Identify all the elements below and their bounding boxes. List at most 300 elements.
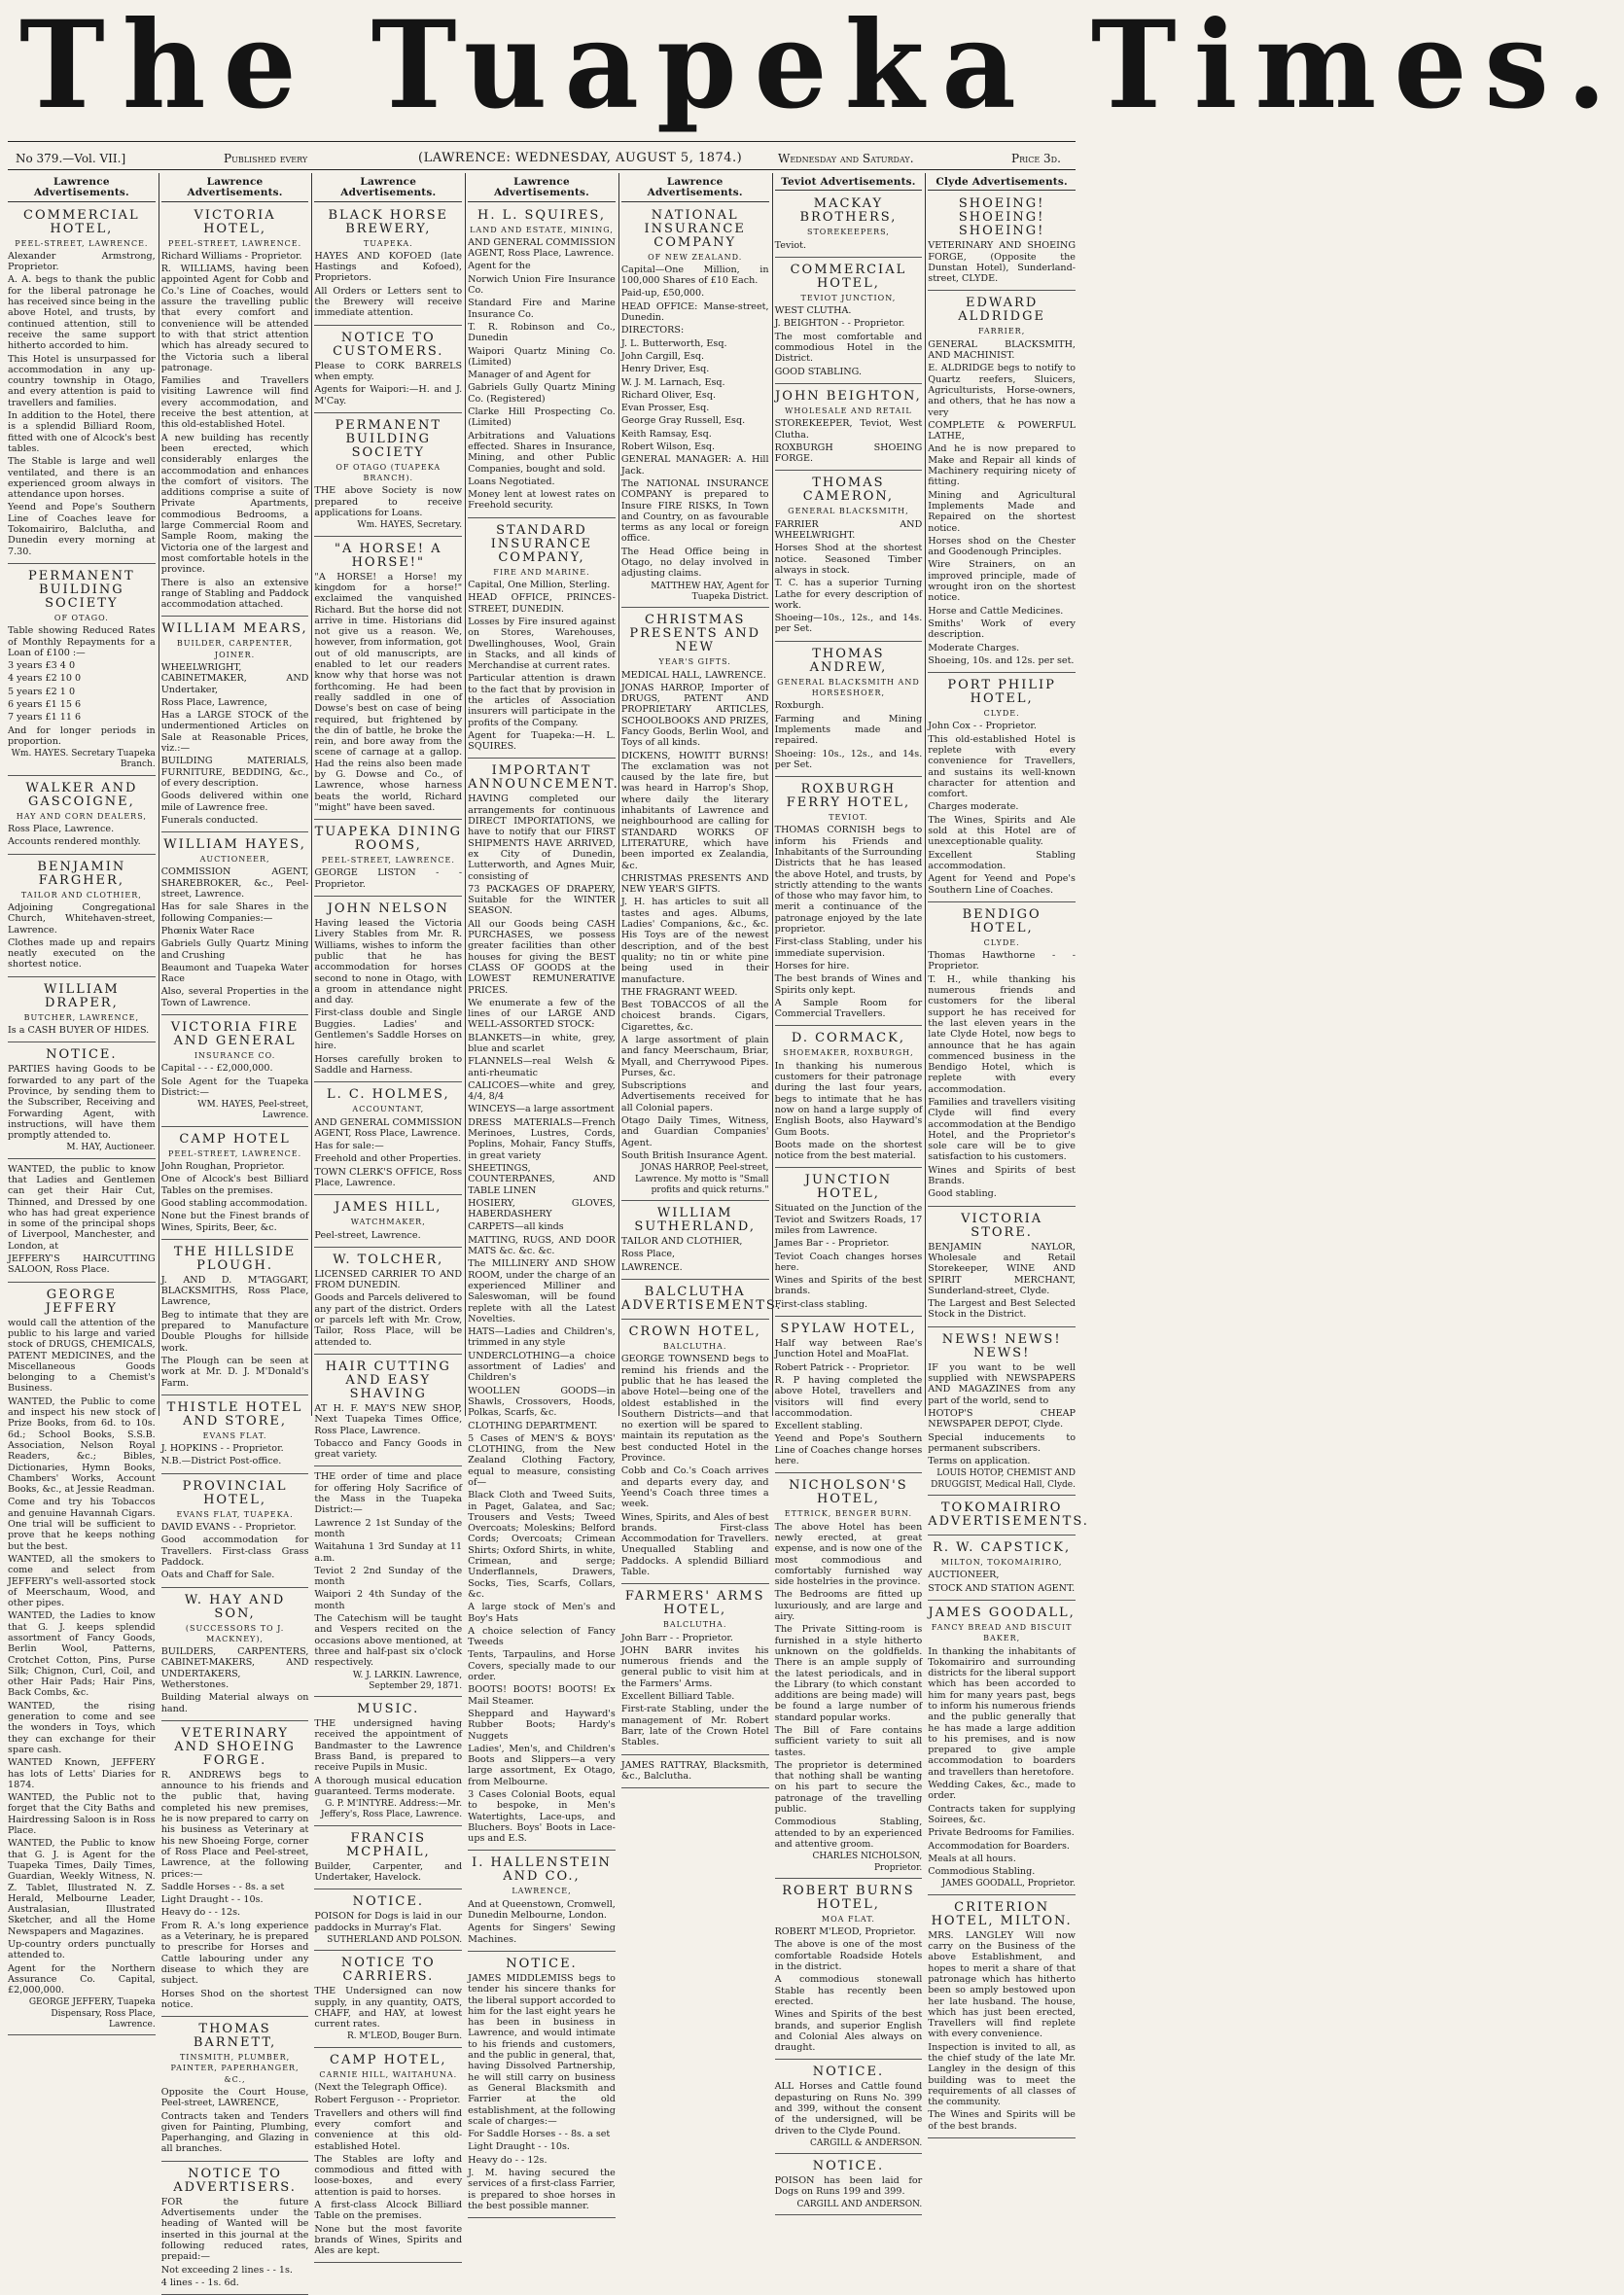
advertisement bbox=[775, 1882, 923, 2061]
ad-text: Shoeing—10s., 12s., and 14s. per Set. bbox=[774, 613, 923, 635]
ad-text: 6 years £1 15 6 bbox=[8, 698, 82, 710]
ad-signature: JONAS HARROP, Peel-street, Lawrence. My motto is "Small profits and quick returns." bbox=[635, 1163, 769, 1195]
ad-text: Goods and Parcels delivered to any part of the district. Orders or parcels left with Mr. Crow, Tailor, Ross Place, will be attended to. bbox=[314, 1292, 463, 1348]
ad-text: Families and travellers visiting Clyde will find every accommodation at the Bendigo Hotel, and the Proprietor's sole care will be to give satisfaction to his customers. bbox=[928, 1097, 1076, 1163]
ad-text: 4 lines - - 1s. 6d. bbox=[160, 2277, 239, 2288]
published-label: Published every bbox=[224, 152, 308, 165]
advertisement bbox=[621, 1758, 769, 1789]
ad-text: Oats and Chaff for Sale. bbox=[160, 1570, 275, 1581]
column-6 bbox=[774, 176, 923, 2209]
ad-text: Excellent Stabling accommodation. bbox=[928, 849, 1076, 871]
ad-signature: CARGILL & ANDERSON. bbox=[810, 2137, 923, 2148]
ad-text: Ross Place, bbox=[620, 1249, 676, 1260]
advertisement bbox=[314, 329, 462, 413]
ad-title: COMMERCIAL HOTEL, bbox=[790, 262, 907, 291]
ad-text: Terms on application. bbox=[928, 1456, 1031, 1467]
ad-text: None but the Finest brands of Wines, Spirits, Beer, &c. bbox=[160, 1211, 309, 1233]
ad-text: Best TOBACCOS of all the choicest brands. Cigars, Cigarettes, &c. bbox=[620, 1000, 769, 1033]
column-heading: Lawrence Advertisements. bbox=[8, 177, 156, 202]
advertisement bbox=[775, 1476, 923, 1879]
ad-text: The above Hotel has been newly erected, at great expense, and is now one of the most commodious and comfortably furnished way side hostelries in the province. bbox=[774, 1521, 923, 1588]
ad-title: VICTORIA FIRE AND GENERAL bbox=[170, 1020, 300, 1048]
column-2 bbox=[160, 176, 309, 2288]
ad-text: A commodious stonewall Stable has recently been erected. bbox=[774, 1974, 923, 2007]
ad-text: WANTED, the Public to come and inspect his new stock of Prize Books, from 6d. to 10s. 6d.; School Books, S.S.B. Association, Nelson Royal Readers, &c.; Bibles, Dictionaries, Hymn Books, Chambers' Works, Account Books, &c., at Jessie Readman. bbox=[8, 1395, 156, 1496]
ad-text: Henry Driver, Esq. bbox=[620, 364, 710, 375]
column-7 bbox=[928, 176, 1089, 2132]
ad-signature: Wm. HAYES. Secretary Tuapeka Branch. bbox=[11, 749, 156, 770]
ad-signature: Wm. HAYES, Secretary. bbox=[357, 520, 463, 531]
ad-title: ROXBURGH FERRY HOTEL, bbox=[786, 782, 911, 811]
advertisement bbox=[620, 1283, 783, 1320]
ad-subtitle: LAND AND ESTATE, MINING, bbox=[470, 225, 614, 234]
ad-text: Accommodation for Boarders. bbox=[928, 1840, 1070, 1852]
ad-title: D. CORMACK, bbox=[791, 1031, 905, 1046]
ad-text: POISON has been laid for Dogs on Runs 199 and 399. bbox=[774, 2175, 923, 2198]
masthead-title: The Tuapeka Times. bbox=[19, 0, 1624, 136]
advertisement bbox=[161, 1591, 309, 1721]
ad-text: Lawrence 2 1st Sunday of the month bbox=[314, 1517, 463, 1539]
ad-text: Table showing Reduced Rates of Monthly Repayments for a Loan of £100 :— bbox=[8, 625, 156, 658]
ad-text: Horse and Cattle Medicines. bbox=[928, 605, 1064, 617]
ad-title: BENJAMIN FARGHER, bbox=[37, 859, 126, 888]
ad-text: Wines and Spirits of the best brands. bbox=[774, 1275, 923, 1297]
ad-text: T. C. has a superior Turning Lathe for every description of work. bbox=[774, 578, 923, 611]
column-divider bbox=[772, 173, 773, 1416]
column-4 bbox=[468, 176, 619, 2211]
ad-title: VICTORIA STORE. bbox=[961, 1211, 1043, 1240]
ad-text: JONAS HARROP, Importer of DRUGS, PATENT AND PROPRIETARY ARTICLES, SCHOOLBOOKS AND PRIZES, Fancy Goods, Berlin Wool, and Toys of all kinds. bbox=[620, 682, 769, 749]
ad-subtitle: TUAPEKA. bbox=[363, 238, 413, 248]
ad-text: J. M. having secured the services of a first-class Farrier, is prepared to shoe horses in the best possible manner. bbox=[468, 2168, 616, 2211]
ad-text: And at Queenstown, Cromwell, Dunedin Melbourne, London. bbox=[468, 1898, 616, 1922]
advertisement bbox=[775, 1171, 923, 1317]
ad-subtitle: FARRIER, bbox=[978, 327, 1026, 336]
column-divider bbox=[618, 173, 619, 1416]
ad-text: MATTING, RUGS, AND DOOR MATS &c. &c. &c. bbox=[468, 1234, 616, 1257]
ad-subtitle: CLYDE. bbox=[983, 937, 1020, 947]
ad-title: WILLIAM HAYES, bbox=[163, 837, 306, 853]
ad-text: Waitahuna 1 3rd Sunday at 11 a.m. bbox=[314, 1541, 463, 1564]
ad-title: L. C. HOLMES, bbox=[326, 1087, 450, 1103]
ad-text: South British Insurance Agent. bbox=[620, 1149, 768, 1161]
ad-text: Wedding Cakes, &c., made to order. bbox=[928, 1780, 1076, 1802]
advertisement bbox=[775, 2157, 923, 2215]
advertisement bbox=[928, 676, 1076, 902]
ad-text: Robert Patrick - - Proprietor. bbox=[774, 1361, 910, 1373]
ad-text: DICKENS, HOWITT BURNS! The exclamation was not caused by the late fire, but was heard in Harrop's Shop, where daily the literary inhabitants of Lawrence and neighbourhood are calling for STANDARD WORKS OF LITERATURE, which have been imported ex Zealandia, &c. bbox=[620, 750, 769, 871]
advertisement bbox=[161, 1477, 309, 1588]
ad-text: Gabriels Gully Quartz Mining and Crushing bbox=[160, 938, 309, 961]
ad-text: PARTIES having Goods to be forwarded to any part of the Province, by sending them to the Subscriber, Receiving and Forwarding Agent, with instructions, will have them promptly attended to. bbox=[8, 1064, 156, 1142]
ad-text: Shoeing, 10s. and 12s. per set. bbox=[928, 654, 1075, 666]
ad-text: LAWRENCE. bbox=[620, 1261, 683, 1273]
ad-text: GOOD STABLING. bbox=[774, 366, 863, 377]
ad-text: TOWN CLERK'S OFFICE, Ross Place, Lawrence. bbox=[314, 1166, 463, 1188]
ad-text: 7 years £1 11 6 bbox=[8, 712, 82, 724]
ad-text: The Head Office being in Otago, no delay involved in adjusting claims. bbox=[620, 546, 769, 580]
ad-subtitle: BUTCHER, LAWRENCE, bbox=[23, 1012, 140, 1022]
ad-text: R. ANDREWS begs to announce to his friends and the public that, having completed his new premises, he is now prepared to carry on his business as Veterinary at his new Shoeing Forge, corner of Ross Place and Peel-street, Lawrence, at the following prices:— bbox=[160, 1769, 309, 1880]
advertisement bbox=[8, 206, 156, 564]
advertisement bbox=[314, 823, 462, 897]
ad-subtitle: EVANS FLAT. bbox=[202, 1430, 267, 1440]
ad-subtitle: TEVIOT. bbox=[829, 813, 868, 823]
ad-text: The most comfortable and commodious Hotel in the District. bbox=[774, 331, 923, 365]
advertisement bbox=[928, 1538, 1076, 1601]
ad-text: 5 Cases of MEN'S & BOYS' CLOTHING, from the New Zealand Clothing Factory, equal to measure, consisting of— bbox=[468, 1432, 616, 1488]
ad-title: BLACK HORSE BREWERY, bbox=[328, 207, 449, 236]
ad-signature: M. HAY, Auctioneer. bbox=[66, 1143, 156, 1153]
ad-text: WANTED, the Public not to forget that the City Baths and Hairdressing Saloon is in Ross Place. bbox=[8, 1792, 156, 1837]
advertisement bbox=[8, 1286, 156, 2036]
advertisement bbox=[468, 761, 619, 1851]
advertisement bbox=[8, 779, 156, 855]
ad-text: Private Bedrooms for Families. bbox=[928, 1827, 1075, 1839]
ad-text: And he is now prepared to Make and Repair all kinds of Machinery requiring nicety of fitting. bbox=[928, 443, 1076, 488]
ad-text: This Hotel is unsurpassed for accommodation in any up-country township in Otago, and every attention is paid to travellers and families. bbox=[8, 353, 156, 408]
ad-text: John Cox - - Proprietor. bbox=[928, 721, 1037, 732]
advertisement bbox=[775, 474, 923, 641]
ad-text: AND GENERAL COMMISSION AGENT, Ross Place, Lawrence. bbox=[314, 1116, 463, 1139]
ad-text: The NATIONAL INSURANCE COMPANY is prepared to Insure FIRE RISKS, In Town and Country, on as favourable terms as any local or foreign office. bbox=[620, 477, 769, 545]
advertisement bbox=[775, 1320, 923, 1473]
advertisement bbox=[468, 1955, 616, 2218]
ad-text: The Catechism will be taught and Vespers recited on the occasions above mentioned, at three and half-past six o'clock respectively. bbox=[314, 1613, 463, 1669]
ad-text: Keith Ramsay, Esq. bbox=[620, 428, 712, 440]
ad-title: TUAPEKA DINING ROOMS, bbox=[314, 825, 462, 854]
ad-title: IMPORTANT ANNOUNCEMENT. bbox=[468, 763, 619, 793]
ad-text: Heavy do - - 12s. bbox=[468, 2154, 547, 2166]
ad-text: The MILLINERY AND SHOW ROOM, under the charge of an experienced Milliner and Saleswoman, will be found replete with all the Latest Novelties. bbox=[468, 1258, 616, 1324]
ad-text: A large assortment of plain and fancy Meerschaum, Briar, Myall, and Cherrywood Pipes. Purses, &c. bbox=[620, 1035, 769, 1078]
ad-text: Has for sale Shares in the following Companies:— bbox=[160, 901, 309, 924]
ad-text: Richard Williams - Proprietor. bbox=[160, 250, 302, 262]
ad-text: HEAD OFFICE: Manse-street, Dunedin. bbox=[620, 300, 769, 324]
ad-text: Norwich Union Fire Insurance Co. bbox=[468, 273, 616, 297]
advertisement bbox=[621, 1204, 769, 1280]
ad-text: GEORGE LISTON - - Proprietor. bbox=[314, 867, 463, 890]
advertisement bbox=[468, 1854, 616, 1951]
ad-text: POISON for Dogs is laid in our paddocks in Murray's Flat. bbox=[314, 1911, 463, 1933]
ad-subtitle: INSURANCE CO. bbox=[194, 1051, 276, 1060]
advertisement bbox=[314, 1954, 462, 2047]
ad-title: SHOEING! SHOEING! SHOEING! bbox=[958, 196, 1045, 239]
ad-text: Waipori Quartz Mining Co. (Limited) bbox=[468, 345, 616, 368]
ad-text: "A HORSE! a Horse! my kingdom for a horse!" exclaimed the vanquished Richard. But the horse did not arrive in time. Historians did not give us a reason. We, however, from information, got out of old manuscripts, are enabled to let our readers know why that horse was not forthcoming. He had been really saddled in one of Dowse's best on case of being required, but frightened by the din of battle, he broke the rein, and bore away from the scene of carnage at a gallop. Had the reins also been made by G. Dowse and Co., of Lawrence, whose harness beats the world, Richard "might" have been saved. bbox=[314, 571, 463, 813]
ad-text: Cobb and Co.'s Coach arrives and departs every day, and Yeend's Coach three times a week. bbox=[620, 1465, 769, 1510]
ad-title: CRITERION HOTEL, MILTON. bbox=[931, 1899, 1073, 1928]
column-heading: Clyde Advertisements. bbox=[928, 177, 1076, 191]
ad-text: Saddle Horses - - 8s. a set bbox=[160, 1881, 285, 1892]
advertisement bbox=[775, 387, 923, 471]
ad-subtitle: WHOLESALE AND RETAIL bbox=[785, 406, 912, 415]
advertisement bbox=[314, 1700, 462, 1826]
ad-text: Teviot 2 2nd Sunday of the month bbox=[314, 1565, 463, 1588]
ad-text: THE order of time and place for offering Holy Sacrifice of the Mass in the Tuapeka District:— bbox=[314, 1471, 463, 1516]
ad-text: Peel-street, Lawrence. bbox=[314, 1229, 421, 1241]
ad-text: WANTED, the public to know that Ladies and Gentlemen can get their Hair Cut, Thinned, and Dressed by one who has had great experience in some of the principal shops of Liverpool, Manchester, and London, at bbox=[8, 1163, 156, 1252]
advertisement bbox=[775, 2063, 923, 2154]
ad-subtitle: EVANS FLAT, TUAPEKA. bbox=[176, 1509, 294, 1519]
ad-text: J. BEIGHTON - - Proprietor. bbox=[774, 318, 905, 330]
ad-text: T. H., while thanking his numerous friends and customers for the liberal support he has received for the last eleven years in the late Clyde Hotel, now begs to announce that he has again commenced business in the Bendigo Hotel, which is replete with every accommodation. bbox=[928, 973, 1076, 1095]
ad-text: Roxburgh. bbox=[774, 700, 825, 712]
advertisement bbox=[161, 619, 309, 832]
ad-subtitle: ACCOUNTANT, bbox=[352, 1105, 425, 1114]
ad-text: Good accommodation for Travellers. First-class Grass Paddock. bbox=[160, 1535, 309, 1568]
advertisement bbox=[161, 2020, 309, 2162]
ad-signature: SUTHERLAND AND POLSON. bbox=[327, 1934, 463, 1945]
ad-title: THOMAS CAMERON, bbox=[802, 476, 895, 505]
ad-text: A new building has recently been erected, which considerably enlarges the accommodation and enhances the comfort of visitors. The additions comprise a suite of Private Apartments, commodious Bedrooms, a large Commercial Room and Sample Room, making the Victoria one of the largest and most comfortable hotels in the province. bbox=[160, 432, 309, 576]
ad-text: Contracts taken for supplying Soirees, &c. bbox=[928, 1803, 1076, 1825]
ad-text: Agent for Tuapeka:—H. L. SQUIRES. bbox=[468, 729, 616, 753]
ad-title: CAMP HOTEL bbox=[179, 1131, 291, 1147]
ad-title: TOKOMAIRIRO ADVERTISEMENTS. bbox=[928, 1501, 1089, 1530]
advertisement bbox=[775, 194, 923, 258]
ad-text: All our Goods being CASH PURCHASES, we possess greater facilities than other houses for giving the BEST CLASS OF GOODS at the LOWEST REMUNERATIVE PRICES. bbox=[468, 918, 616, 996]
place-date: (LAWRENCE: WEDNESDAY, AUGUST 5, 1874.) bbox=[418, 151, 743, 165]
ad-subtitle: HAY AND CORN DEALERS, bbox=[16, 811, 147, 821]
ad-title: FARMERS' ARMS HOTEL, bbox=[624, 1589, 765, 1618]
ad-text: Arbitrations and Valuations effected. Shares in Insurance, Mining, and other Public Companies, bought and sold. bbox=[468, 430, 616, 475]
ad-text: AND GENERAL COMMISSION AGENT, Ross Place, Lawrence. bbox=[468, 236, 616, 260]
ad-subtitle: OF NEW ZEALAND. bbox=[648, 252, 743, 262]
ad-text: HATS—Ladies and Children's, trimmed in any style bbox=[468, 1326, 616, 1349]
ad-text: WOOLLEN GOODS—in Shawls, Crossovers, Hoods, Polkas, Scarfs, &c. bbox=[468, 1385, 616, 1419]
column-divider bbox=[925, 173, 926, 1416]
ad-text: Commodious Stabling, attended to by an experienced and attentive groom. bbox=[774, 1817, 923, 1850]
price: Price 3d. bbox=[1011, 152, 1061, 165]
column-1 bbox=[8, 176, 156, 2030]
ad-text: WEST CLUTHA. bbox=[774, 305, 852, 317]
advertisement bbox=[314, 206, 462, 326]
ad-subtitle: ETTRICK, BENGER BURN. bbox=[784, 1509, 913, 1519]
ad-text: John Cargill, Esq. bbox=[620, 350, 705, 362]
ad-text: N.B.—District Post-office. bbox=[160, 1456, 282, 1467]
ad-text: Situated on the Junction of the Teviot and Switzers Roads, 17 miles from Lawrence. bbox=[774, 1203, 923, 1236]
ad-text: 4 years £2 10 0 bbox=[8, 673, 82, 685]
ad-text: Capital—One Million, in 100,000 Shares of £10 Each. bbox=[620, 264, 769, 287]
ad-title: JOHN NELSON bbox=[327, 901, 449, 917]
ad-title: PROVINCIAL HOTEL, bbox=[182, 1478, 288, 1507]
ad-text: CARPETS—all kinds bbox=[468, 1221, 564, 1233]
ad-title: W. TOLCHER, bbox=[333, 1252, 444, 1267]
ad-text: The Bill of Fare contains sufficient variety to suit all tastes. bbox=[774, 1724, 923, 1758]
ad-subtitle: TEVIOT JUNCTION, bbox=[800, 293, 897, 302]
ad-title: MACKAY BROTHERS, bbox=[799, 196, 898, 226]
advertisement bbox=[161, 206, 309, 618]
ad-text: In thanking his numerous customers for their patronage during the last four years, begs to intimate that he has now on hand a large supply of English Boots, also Hayward's Gum Boots. bbox=[774, 1060, 923, 1138]
ad-title: NOTICE. bbox=[812, 2159, 885, 2174]
ad-text: JAMES MIDDLEMISS begs to tender his sincere thanks for the liberal support accorded to him for the last eight years he has been in business in Lawrence, and would intimate to his friends and customers, and the public in general, that, having Dissolved Partnership, he will still carry on business as General Blacksmith and Farrier at the old establishment, at the following scale of charges:— bbox=[468, 1972, 616, 2127]
ad-title: CROWN HOTEL, bbox=[628, 1324, 761, 1340]
ad-text: The proprietor is determined that nothing shall be wanting on his part to secure the patronage of the travelling public. bbox=[774, 1759, 923, 1816]
ad-text: Ross Place, Lawrence, bbox=[160, 696, 267, 708]
ad-text: HOTOP'S CHEAP NEWSPAPER DEPOT, Clyde. bbox=[928, 1407, 1076, 1430]
advertisement bbox=[8, 1045, 156, 1158]
ad-text: would call the attention of the public to his large and varied stock of DRUGS, CHEMICALS, PATENT MEDICINES, and the Miscellaneous Goods belonging to a Chemist's Business. bbox=[8, 1317, 156, 1395]
ad-text: Commodious Stabling. bbox=[928, 1866, 1036, 1878]
ad-text: The Private Sitting-room is furnished in a style hitherto unknown on the goldfields. There is an ample supply of the latest periodicals, and in the Library (to which constant additions are being made) will be found a large number of standard popular works. bbox=[774, 1624, 923, 1723]
advertisement bbox=[775, 780, 923, 1026]
advertisement bbox=[8, 980, 156, 1043]
ad-title: THOMAS ANDREW, bbox=[809, 646, 888, 675]
ad-subtitle: FANCY BREAD AND BISCUIT BAKER, bbox=[931, 1622, 1073, 1643]
ad-title: EDWARD ALDRIDGE bbox=[958, 296, 1045, 325]
ad-title: H. L. SQUIRES, bbox=[477, 207, 606, 223]
ad-subtitle: TINSMITH, PLUMBER, PAINTER, PAPERHANGER, &C., bbox=[170, 2053, 300, 2084]
ad-text: THE FRAGRANT WEED. bbox=[620, 986, 738, 998]
advertisement bbox=[928, 905, 1076, 1207]
ad-text: THOMAS CORNISH begs to inform his Friends and Inhabitants of the Surrounding Districts that he has leased the above Hotel, and trusts, by strictly attending to the wants of those who may favor him, to merit a continuance of the patronage enjoyed by the late proprietor. bbox=[774, 825, 923, 936]
ad-text: Beaumont and Tuapeka Water Race bbox=[160, 962, 309, 985]
ad-text: CALICOES—white and grey, 4/4, 8/4 bbox=[468, 1079, 616, 1103]
ad-text: Shoeing: 10s., 12s., and 14s. per Set. bbox=[774, 748, 923, 770]
advertisement bbox=[161, 1243, 309, 1395]
ad-subtitle: CARNIE HILL, WAITAHUNA. bbox=[319, 2069, 458, 2079]
advertisement bbox=[314, 416, 462, 537]
ad-text: Contracts taken and Tenders given for Painting, Plumbing, Paperhanging, and Glazing in all branches. bbox=[160, 2110, 309, 2155]
ad-subtitle: CLYDE. bbox=[983, 709, 1020, 719]
ad-text: TAILOR AND CLOTHIER, bbox=[620, 1236, 743, 1248]
ad-text: Thomas Hawthorne - - Proprietor. bbox=[928, 950, 1076, 972]
ad-text: THE undersigned having received the appointment of Bandmaster to the Lawrence Brass Band, is prepared to receive Pupils in Music. bbox=[314, 1718, 463, 1774]
ad-text: Opposite the Court House, Peel-street, LAWRENCE, bbox=[160, 2087, 309, 2109]
advertisement bbox=[621, 206, 769, 609]
ad-text: BUILDING MATERIALS, FURNITURE, BEDDING, &c., of every description. bbox=[160, 756, 309, 789]
advertisement bbox=[775, 645, 923, 777]
ad-subtitle: PEEL-STREET, LAWRENCE. bbox=[167, 238, 302, 248]
ad-subtitle: PEEL-STREET, LAWRENCE. bbox=[167, 1148, 302, 1158]
ad-text: The Largest and Best Selected Stock in the District. bbox=[928, 1298, 1076, 1321]
column-divider bbox=[465, 173, 466, 1416]
ad-text: Agents for Waipori:—H. and J. M'Cay. bbox=[314, 384, 463, 406]
advertisement bbox=[928, 1898, 1076, 2138]
advertisement bbox=[161, 1018, 309, 1127]
ad-text: A. A. begs to thank the public for the liberal patronage he has received since being in the above Hotel, and trusts, by continued attention, still to receive the same support hitherto accorded to him. bbox=[8, 274, 156, 352]
ad-text: Yeend and Pope's Southern Line of Coaches leave for Tokomairiro, Balclutha, and Dunedin every morning at 7.30. bbox=[8, 502, 156, 557]
ad-text: Capital, One Million, Sterling. bbox=[468, 580, 611, 591]
ad-text: DIRECTORS: bbox=[620, 325, 685, 336]
advertisement bbox=[161, 1724, 309, 2017]
ad-signature: G. P. M'INTYRE. Address:—Mr. Jeffery's, Ross Place, Lawrence. bbox=[320, 1799, 463, 1820]
ad-title: FRANCIS MCPHAIL, bbox=[345, 1830, 431, 1859]
ad-signature: R. M'LEOD, Bouger Burn. bbox=[346, 2031, 463, 2042]
ad-text: Excellent stabling. bbox=[774, 1421, 864, 1432]
ad-title: JUNCTION HOTEL, bbox=[804, 1173, 893, 1202]
ad-text: The Stable is large and well ventilated, and there is an experienced groom always in attendance upon horses. bbox=[8, 456, 156, 501]
masthead-rule bbox=[8, 141, 1076, 142]
ad-text: SHEETINGS, COUNTERPANES, AND TABLE LINEN bbox=[468, 1162, 616, 1196]
ad-text: Having leased the Victoria Livery Stables from Mr. R. Williams, wishes to inform the public that he has accommodation for horses second to none in Otago, with a groom in attendance night and day. bbox=[314, 918, 463, 1006]
ad-text: Sole Agent for the Tuapeka District:— bbox=[160, 1076, 309, 1098]
ad-text: In addition to the Hotel, there is a splendid Billiard Room, fitted with one of Alcock's best tables. bbox=[8, 410, 156, 454]
ad-text: HEAD OFFICE, PRINCES-STREET, DUNEDIN. bbox=[468, 592, 616, 615]
ad-title: I. HALLENSTEIN AND CO., bbox=[472, 1855, 612, 1885]
ad-text: E. ALDRIDGE begs to notify to Quartz reefers, Sluicers, Agriculturists, Horse-owners, and others, that he has now a very bbox=[928, 363, 1076, 418]
ad-text: Gabriels Gully Quartz Mining Co. (Registered) bbox=[468, 382, 616, 405]
ad-text: Evan Prosser, Esq. bbox=[620, 403, 710, 414]
ad-text: Tobacco and Fancy Goods in great variety. bbox=[314, 1437, 463, 1461]
ad-subtitle: AUCTIONEER, bbox=[199, 855, 270, 865]
ad-text: FARRIER AND WHEELWRIGHT. bbox=[774, 518, 923, 542]
ad-text: Families and Travellers visiting Lawrence will find every accommodation, and receive the best attention, at this old-established Hotel. bbox=[160, 375, 309, 431]
ad-subtitle: MOA FLAT. bbox=[821, 1914, 875, 1924]
ad-text: 3 years £3 4 0 bbox=[8, 660, 76, 672]
dateline-rule bbox=[8, 169, 1076, 170]
ad-text: Please to CORK BARRELS when empty. bbox=[314, 360, 463, 382]
ad-text: Inspection is invited to all, as the chief study of the late Mr. Langley in the design of this building was to meet the requirements of all classes of the community. bbox=[928, 2041, 1076, 2108]
ad-text: WANTED, the Public to know that G. J. is Agent for the Tuapeka Times, Daily Times, Guardian, Weekly Witness, N. Z. Tablet, Illustrated N. Z. Herald, Melbourne Leader, Australasian, Illustrated Sketcher, and all the Home Newspapers and Magazines. bbox=[8, 1838, 156, 1937]
ad-text: Special inducements to permanent subscribers. bbox=[928, 1431, 1076, 1454]
ad-title: R. W. CAPSTICK, bbox=[933, 1540, 1072, 1556]
ad-text: J. HOPKINS - - Proprietor. bbox=[160, 1443, 284, 1455]
ad-text: First-class Stabling, under his immediate supervision. bbox=[774, 936, 923, 959]
column-heading: Lawrence Advertisements. bbox=[621, 177, 769, 202]
ad-text: ALL Horses and Cattle found depasturing on Runs No. 399 and 399, without the consent of the undersigned, will be driven to the Clyde Pound. bbox=[774, 2081, 923, 2136]
ad-text: STOCK AND STATION AGENT. bbox=[928, 1582, 1076, 1594]
ad-text: Funerals conducted. bbox=[160, 814, 259, 826]
ad-subtitle: SHOEMAKER, ROXBURGH, bbox=[783, 1048, 914, 1058]
ad-subtitle: BALCLUTHA. bbox=[663, 1342, 727, 1352]
advertisement bbox=[314, 1198, 462, 1248]
ad-text: One of Alcock's best Billiard Tables on the premises. bbox=[160, 1174, 309, 1196]
ad-title: NOTICE TO ADVERTISERS. bbox=[173, 2166, 297, 2195]
ad-text: THE Undersigned can now supply, in any quantity, OATS, CHAFF, and HAY, at lowest current rates. bbox=[314, 1986, 463, 2030]
ad-title: ROBERT BURNS HOTEL, bbox=[782, 1883, 915, 1912]
ad-text: Yeend and Pope's Southern Line of Coaches change horses here. bbox=[774, 1433, 923, 1467]
ad-text: Horses Shod at the shortest notice. Seasoned Timber always in stock. bbox=[774, 543, 923, 576]
ad-title: GEORGE JEFFERY bbox=[45, 1287, 118, 1316]
ad-title: NOTICE TO CUSTOMERS. bbox=[333, 330, 444, 359]
column-divider bbox=[311, 173, 312, 1416]
advertisement bbox=[928, 194, 1076, 291]
ad-text: Charges moderate. bbox=[928, 801, 1019, 813]
ad-text: We enumerate a few of the lines of our LARGE AND WELL-ASSORTED STOCK: bbox=[468, 997, 616, 1031]
ad-text: VETERINARY AND SHOEING FORGE, (Opposite the Dunstan Hotel), Sunderland-street, CLYDE. bbox=[928, 240, 1076, 285]
ad-text: (Next the Telegraph Office). bbox=[314, 2082, 447, 2094]
ad-text: Robert Wilson, Esq. bbox=[620, 441, 716, 453]
ad-text: AUCTIONEER, bbox=[928, 1570, 1000, 1581]
ad-text: Up-country orders punctually attended to. bbox=[8, 1939, 156, 1961]
ad-text: Otago Daily Times, Witness, and Guardian Companies' Agent. bbox=[620, 1115, 769, 1148]
ad-title: NOTICE. bbox=[352, 1894, 424, 1910]
ad-text: Ladies', Men's, and Children's Boots and Slippers—a very large assortment, Ex Otago, from Melbourne. bbox=[468, 1743, 616, 1787]
advertisement bbox=[314, 1892, 462, 1951]
ad-text: John Roughan, Proprietor. bbox=[160, 1161, 285, 1173]
ad-title: STANDARD INSURANCE COMPANY, bbox=[490, 522, 593, 565]
ad-text: George Gray Russell, Esq. bbox=[620, 415, 746, 427]
ad-text: Wire Strainers, on an improved principle, made of wrought iron on the shortest notice. bbox=[928, 559, 1076, 604]
ad-text: 5 years £2 1 0 bbox=[8, 686, 76, 697]
advertisement bbox=[314, 2051, 462, 2264]
ad-title: BALCLUTHA ADVERTISEMENTS. bbox=[620, 1285, 783, 1314]
advertisement bbox=[468, 206, 616, 518]
ad-title: COMMERCIAL HOTEL, bbox=[23, 207, 140, 236]
ad-title: JAMES GOODALL, bbox=[928, 1605, 1076, 1620]
advertisement bbox=[314, 1085, 462, 1195]
advertisement bbox=[928, 1330, 1076, 1496]
advertisement bbox=[8, 1162, 156, 1283]
advertisement bbox=[161, 2165, 309, 2295]
ad-text: Horses shod on the Chester and Goodenough Principles. bbox=[928, 535, 1076, 558]
ad-text: Light Draught - - 10s. bbox=[468, 2141, 570, 2153]
ad-subtitle: YEAR'S GIFTS. bbox=[658, 657, 731, 667]
ad-text: Half way between Rae's Junction Hotel and MoaFlat. bbox=[774, 1338, 923, 1360]
ad-text: The Wines, Spirits and Ale sold at this Hotel are of unexceptionable quality. bbox=[928, 814, 1076, 848]
